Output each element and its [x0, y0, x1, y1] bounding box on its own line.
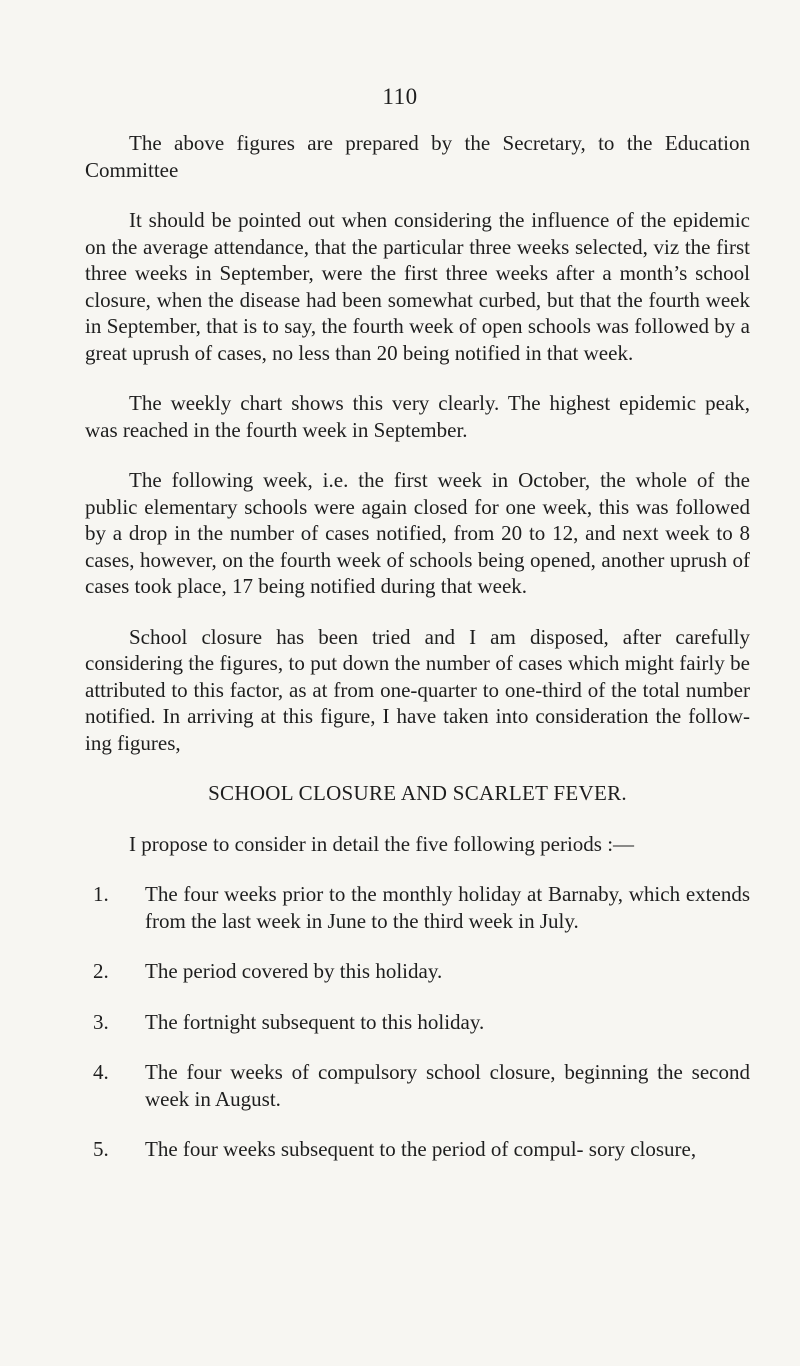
period-item: [85, 881, 750, 934]
body-text: [85, 130, 750, 1187]
period-number: 1.: [93, 882, 109, 906]
period-number: 2.: [93, 959, 109, 983]
periods-intro: I propose to consider in detail the five following periods :—: [129, 831, 635, 856]
period-text: The period covered by this holiday.: [145, 959, 443, 983]
period-number: 3.: [93, 1009, 109, 1034]
periods-list: [85, 881, 750, 1163]
period-item: [85, 1009, 750, 1036]
paragraph-secretary-figures: The above figures are prepared by the Secretary, to the Education Committee: [85, 131, 750, 182]
period-item: [85, 1059, 750, 1112]
paragraph-school-closure-estimate: School closure has been tried and I am disposed, after carefully considering the figures, to put down the number of cases which might fairly be attributed to this factor, as at from one-quarter to one-third of the total number notified. In arriving at this figure, I have taken into consideration the follow- ing figures,: [85, 624, 750, 755]
section-heading: SCHOOL CLOSURE AND SCARLET FEVER.: [208, 781, 627, 805]
period-text: The four weeks subsequent to the period of compul- sory closure,: [145, 1137, 697, 1161]
period-item: [85, 1136, 750, 1163]
period-text: The four weeks of compulsory school closure, beginning the second week in August.: [145, 1060, 750, 1111]
period-text: The fortnight subsequent to this holiday.: [145, 1009, 485, 1034]
paragraph-october-closure: The following week, i.e. the first week in October, the whole of the public elementary schools were again closed for one week, this was followed by a drop in the number of cases notified, from 20 to 12, and next week to 8 cases, however, on the fourth week of schools being opened, another uprush of cases took place, 17 being notified during that week.: [85, 468, 750, 598]
period-text: The four weeks prior to the monthly holiday at Barnaby, which extends from the last week in June to the third week in July.: [145, 882, 750, 933]
period-item: [85, 958, 750, 985]
page-number: 110: [382, 84, 418, 109]
period-number: 4.: [93, 1060, 109, 1084]
paragraph-epidemic-influence: It should be pointed out when considering the influence of the epidemic on the average attendance, that the particular three weeks selected, viz the first three weeks in September, were the first three weeks after a month’s school closure, when the disease had been somewhat curbed, but that the fourth week in September, that is to say, the fourth week of open schools was followed by a great uprush of cases, no less than 20 being notified in that week.: [85, 208, 750, 365]
paragraph-weekly-chart: The weekly chart shows this very clearly. The highest epidemic peak, was reached in the fourth week in September.: [85, 391, 750, 442]
period-number: 5.: [93, 1137, 109, 1161]
